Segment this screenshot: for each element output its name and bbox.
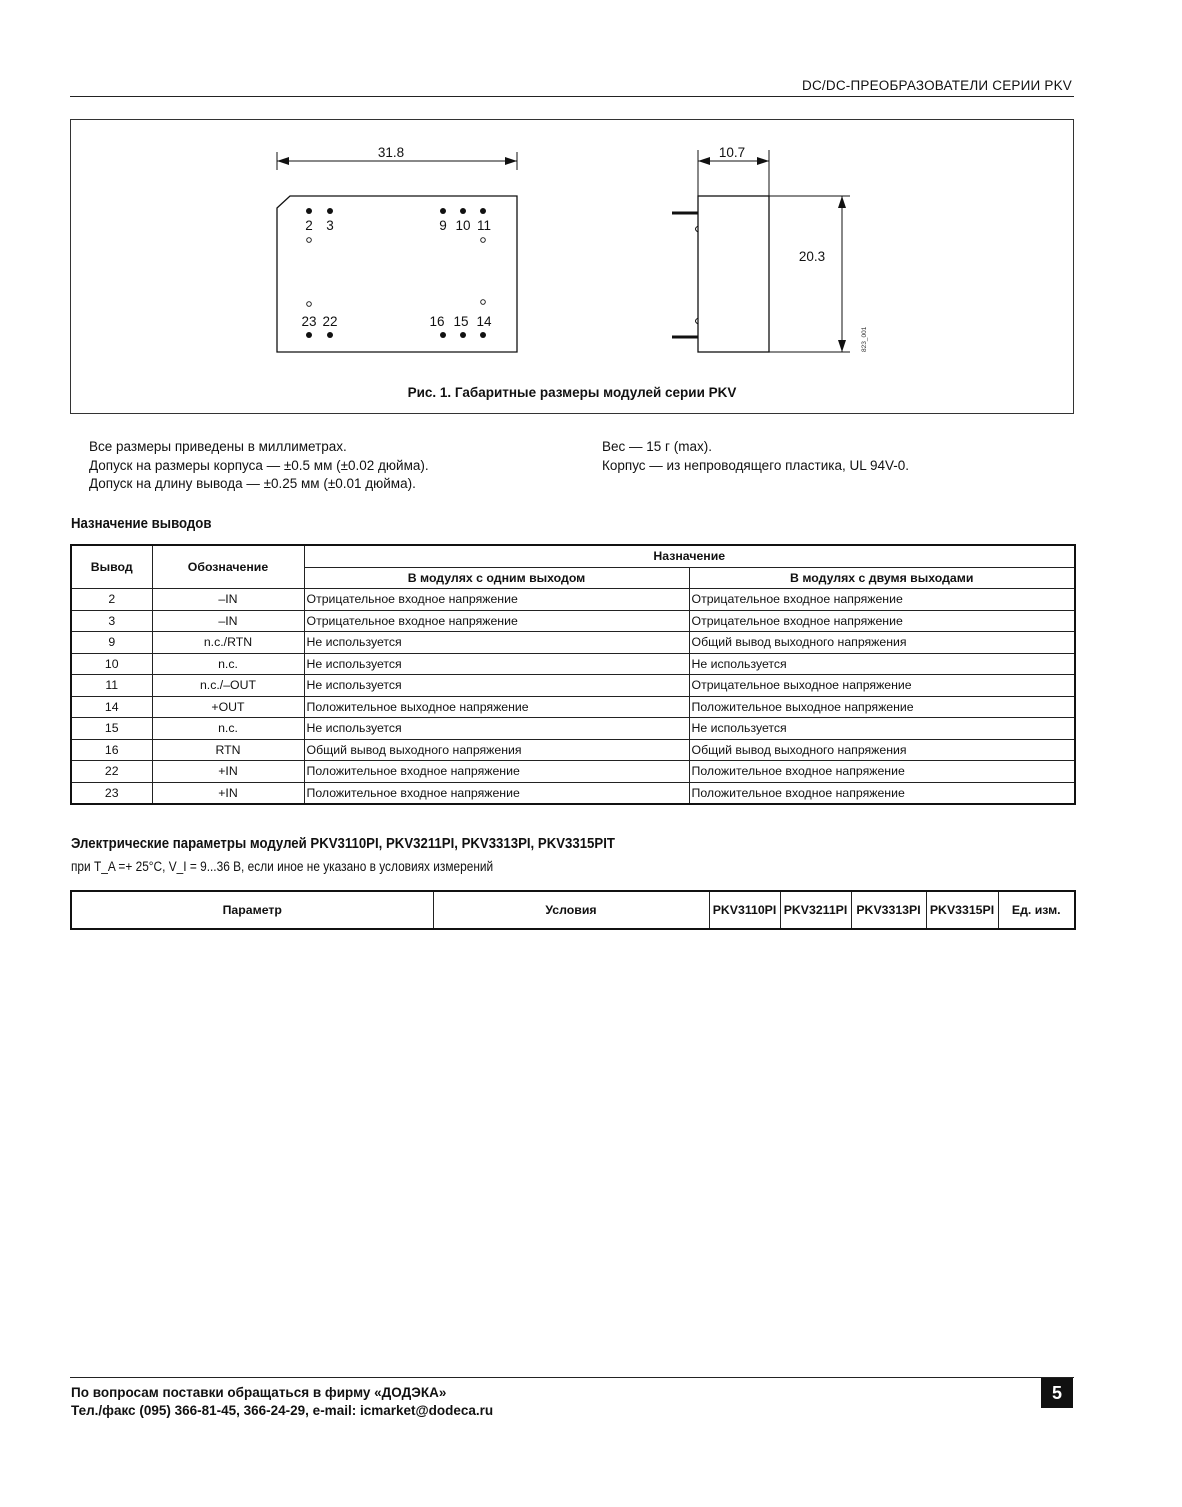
table-row <box>71 782 1075 804</box>
cell-single: Положительное входное напряжение <box>304 761 689 783</box>
cell-dual: Отрицательное входное напряжение <box>689 610 1075 632</box>
col-header-purpose: Назначение <box>304 545 1075 567</box>
pin-label: 23 <box>301 314 317 329</box>
table-row <box>71 739 1075 761</box>
table-row <box>71 653 1075 675</box>
cell-single: Общий вывод выходного напряжения <box>304 739 689 761</box>
page-number: 5 <box>1041 1378 1073 1408</box>
cell-pin: 3 <box>71 610 152 632</box>
table-row <box>71 718 1075 740</box>
cell-pin: 22 <box>71 761 152 783</box>
dimension-drawing <box>0 0 1182 420</box>
elec-conditions-line: при T_A =+ 25°C, V_I = 9...36 В, если иное не указано в условиях измерений <box>71 859 494 874</box>
cell-single: Не используется <box>304 718 689 740</box>
cell-pin: 14 <box>71 696 152 718</box>
note-line: Все размеры приведены в миллиметрах. <box>89 439 347 454</box>
note-line: Допуск на длину вывода — ±0.25 мм (±0.01 дюйма). <box>89 476 416 491</box>
cell-des: +IN <box>152 761 304 783</box>
figure-code: 823_001 <box>861 326 868 352</box>
col-header-designation: Обозначение <box>152 545 304 589</box>
table-row <box>71 589 1075 611</box>
cell-pin: 10 <box>71 653 152 675</box>
cell-dual: Общий вывод выходного напряжения <box>689 739 1075 761</box>
table-row <box>71 610 1075 632</box>
cell-des: +OUT <box>152 696 304 718</box>
cell-dual: Положительное выходное напряжение <box>689 696 1075 718</box>
cell-dual: Положительное входное напряжение <box>689 761 1075 783</box>
col-header-cond: Условия <box>433 891 709 929</box>
cell-pin: 23 <box>71 782 152 804</box>
pin-label: 10 <box>455 218 471 233</box>
cell-des: –IN <box>152 610 304 632</box>
col-header-dual: В модулях с двумя выходами <box>689 567 1075 589</box>
note-line: Вес — 15 г (max). <box>602 439 712 454</box>
cell-single: Не используется <box>304 653 689 675</box>
pins-bottom-right <box>429 300 492 338</box>
pin-label: 2 <box>305 218 313 233</box>
pins-section-title: Назначение выводов <box>71 515 212 532</box>
footer <box>71 1384 493 1420</box>
col-header-single: В модулях с одним выходом <box>304 567 689 589</box>
cell-dual: Не используется <box>689 653 1075 675</box>
cell-pin: 9 <box>71 632 152 654</box>
dim-width: 31.8 <box>377 145 405 160</box>
cell-single: Не используется <box>304 675 689 697</box>
pin-label: 22 <box>322 314 338 329</box>
elec-section-title: Электрические параметры модулей PKV3110PI, PKV3211PI, PKV3313PI, PKV3315PIT <box>71 835 615 852</box>
cell-pin: 16 <box>71 739 152 761</box>
cell-des: +IN <box>152 782 304 804</box>
col-header-m4: PKV3315PI <box>926 891 998 929</box>
pins-table <box>70 544 1076 805</box>
table-row <box>71 696 1075 718</box>
col-header-m1: PKV3110PI <box>709 891 780 929</box>
cell-dual: Не используется <box>689 718 1075 740</box>
cell-single: Положительное входное напряжение <box>304 782 689 804</box>
figure-caption: Рис. 1. Габаритные размеры модулей серии PKV <box>407 385 737 400</box>
pins-bottom-left <box>301 302 337 338</box>
col-header-m2: PKV3211PI <box>780 891 851 929</box>
cell-dual: Положительное входное напряжение <box>689 782 1075 804</box>
footer-rule <box>70 1377 1074 1378</box>
pin-label: 3 <box>326 218 334 233</box>
notes-left <box>89 438 429 494</box>
cell-single: Отрицательное входное напряжение <box>304 610 689 632</box>
col-header-unit: Ед. изм. <box>998 891 1075 929</box>
cell-pin: 15 <box>71 718 152 740</box>
cell-dual: Отрицательное входное напряжение <box>689 589 1075 611</box>
cell-pin: 2 <box>71 589 152 611</box>
note-line: Корпус — из непроводящего пластика, UL 94V-0. <box>602 457 909 473</box>
cell-des: RTN <box>152 739 304 761</box>
pins-top-left <box>305 208 334 242</box>
cell-single: Положительное выходное напряжение <box>304 696 689 718</box>
pin-label: 15 <box>453 314 469 329</box>
cell-des: n.c./–OUT <box>152 675 304 697</box>
pin-label: 9 <box>439 218 447 233</box>
footer-line: По вопросам поставки обращаться в фирму «ДОДЭКА» <box>71 1385 447 1400</box>
module-side-view <box>698 196 769 352</box>
notes-right <box>602 438 909 475</box>
footer-line: Тел./факс (095) 366-81-45, 366-24-29, e-mail: icmarket@dodeca.ru <box>71 1403 494 1418</box>
running-header: DC/DC-ПРЕОБРАЗОВАТЕЛИ СЕРИИ PKV <box>802 78 1072 93</box>
elec-params-table <box>70 890 1076 930</box>
pin-label: 16 <box>429 314 445 329</box>
dim-depth: 10.7 <box>718 145 746 160</box>
cell-pin: 11 <box>71 675 152 697</box>
note-line: Допуск на размеры корпуса — ±0.5 мм (±0.02 дюйма). <box>89 457 429 473</box>
dim-height: 20.3 <box>798 249 826 264</box>
pins-top-right <box>439 208 491 242</box>
cell-dual: Общий вывод выходного напряжения <box>689 632 1075 654</box>
cell-des: –IN <box>152 589 304 611</box>
cell-single: Не используется <box>304 632 689 654</box>
cell-des: n.c. <box>152 653 304 675</box>
pin-label: 11 <box>476 218 492 233</box>
cell-des: n.c./RTN <box>152 632 304 654</box>
cell-single: Отрицательное входное напряжение <box>304 589 689 611</box>
table-row <box>71 761 1075 783</box>
pin-label: 14 <box>476 314 492 329</box>
col-header-m3: PKV3313PI <box>851 891 926 929</box>
col-header-pin: Вывод <box>71 545 152 589</box>
cell-dual: Отрицательное выходное напряжение <box>689 675 1075 697</box>
table-row <box>71 632 1075 654</box>
cell-des: n.c. <box>152 718 304 740</box>
table-row <box>71 675 1075 697</box>
col-header-param: Параметр <box>71 891 433 929</box>
